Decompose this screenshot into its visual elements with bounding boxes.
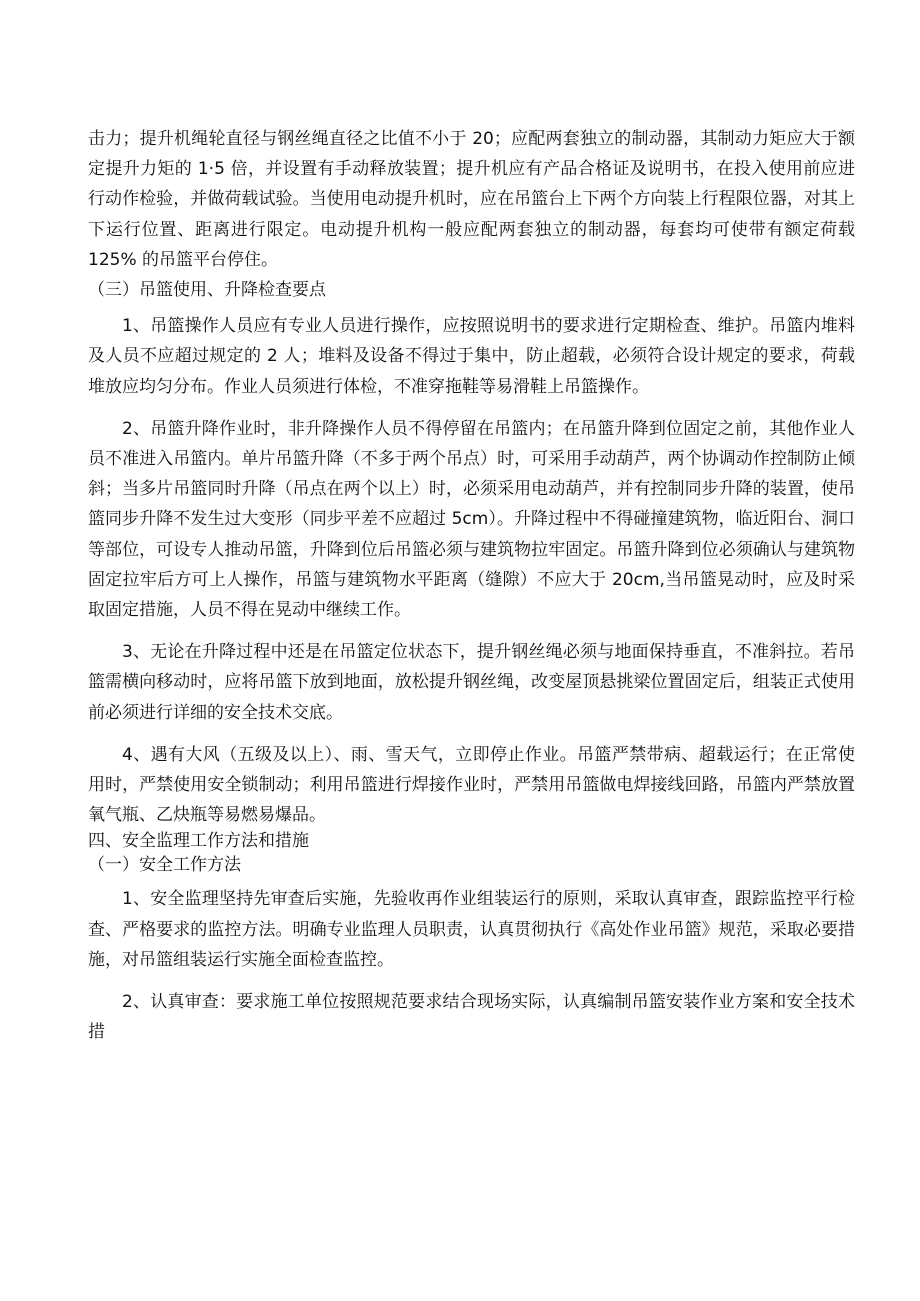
paragraph-item-1: 1、吊篮操作人员应有专业人员进行操作，应按照说明书的要求进行定期检查、维护。吊篮内堆料及人员不应超过规定的 2 人；堆料及设备不得过于集中，防止超载，必须符合设计规定的要求，荷载堆放应均匀分布。作业人员须进行体检，不准穿拖鞋等易滑鞋上吊篮操作。 <box>88 316 855 397</box>
paragraph-item-4: 4、遇有大风（五级及以上）、雨、雪天气，立即停止作业。吊篮严禁带病、超载运行；在正常使用时，严禁使用安全锁制动；利用吊篮进行焊接作业时，严禁用吊篮做电焊接线回路，吊篮内严禁放置氧气瓶、乙炔瓶等易燃易爆品。 <box>88 744 855 826</box>
document-page <box>88 124 855 1047</box>
paragraph-method-1: 1、安全监理坚持先审查后实施，先验收再作业组装运行的原则，采取认真审查，跟踪监控平行检查、严格要求的监控方法。明确专业监理人员职责，认真贯彻执行《高处作业吊篮》规范，采取必要措施，对吊篮组装运行实施全面检查监控。 <box>88 889 855 970</box>
section-heading-inspection-points: （三）吊篮使用、升降检查要点 <box>88 280 326 301</box>
chapter-heading-safety-methods: 四、安全监理工作方法和措施 <box>88 831 309 852</box>
paragraph-continued: 击力；提升机绳轮直径与钢丝绳直径之比值不小于 20；应配两套独立的制动器，其制动力矩应大于额定提升力矩的 1·5 倍，并设置有手动释放装置；提升机应有产品合格证及说明书，在投入使用前应进行动作检验，并做荷载试验。当使用电动提升机时，应在吊篮台上下两个方向装上行程限位器，对其上下运行位置、距离进行限定。电动提升机构一般应配两套独立的制动器，每套均可使带有额定荷载 125% 的吊篮平台停住。 <box>88 129 855 270</box>
paragraph-item-3: 3、无论在升降过程中还是在吊篮定位状态下，提升钢丝绳必须与地面保持垂直，不准斜拉。若吊篮需横向移动时，应将吊篮下放到地面，放松提升钢丝绳，改变屋顶悬挑梁位置固定后，组装正式使用前必须进行详细的安全技术交底。 <box>88 642 855 723</box>
paragraph-item-2: 2、吊篮升降作业时，非升降操作人员不得停留在吊篮内；在吊篮升降到位固定之前，其他作业人员不准进入吊篮内。单片吊篮升降（不多于两个吊点）时，可采用手动葫芦，两个协调动作控制防止倾斜；当多片吊篮同时升降（吊点在两个以上）时，必须采用电动葫芦，并有控制同步升降的装置，使吊篮同步升降不发生过大变形（同步平差不应超过 5cm）。升降过程中不得碰撞建筑物，临近阳台、洞口等部位，可设专人推动吊篮，升降到位后吊篮必须与建筑物拉牢固定。吊篮升降到位必须确认与建筑物固定拉牢后方可上人操作，吊篮与建筑物水平距离（缝隙）不应大于 20cm,当吊篮晃动时，应及时采取固定措施，人员不得在晃动中继续工作。 <box>88 418 855 621</box>
paragraph-method-2: 2、认真审查：要求施工单位按照规范要求结合现场实际，认真编制吊篮安装作业方案和安全技术措 <box>88 992 855 1043</box>
section-heading-work-methods: （一）安全工作方法 <box>88 855 241 876</box>
